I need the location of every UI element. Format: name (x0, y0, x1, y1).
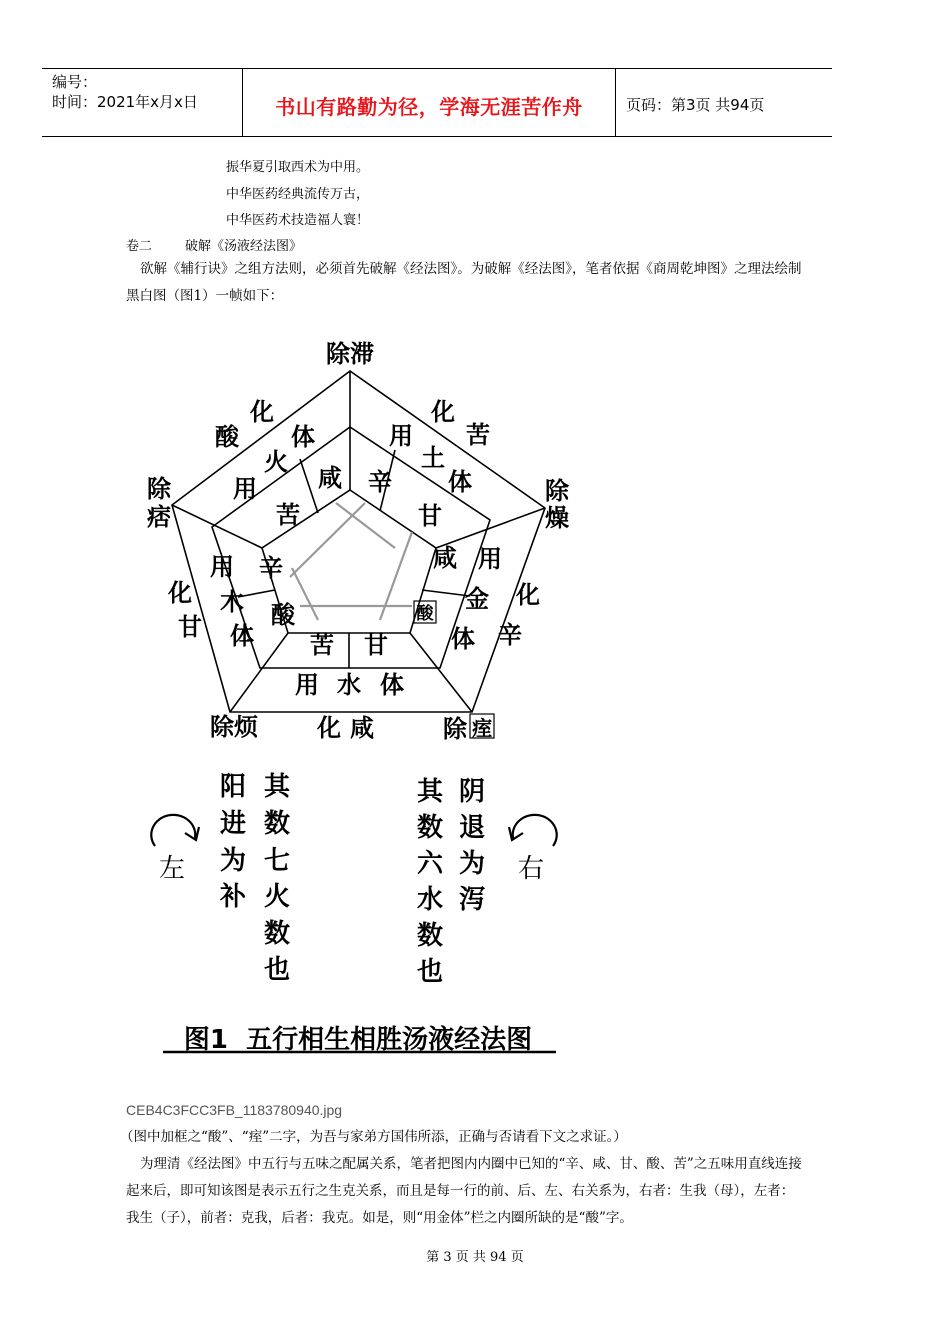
left-col-b-char: 其 (263, 772, 291, 802)
inner-flavor: 苦 (276, 501, 300, 529)
inner-flavor: 咸 (318, 464, 342, 492)
page-info: 页码：第3页 共94页 (626, 96, 765, 114)
water-body: 体 (380, 671, 404, 699)
hua-label: 苦 (466, 421, 490, 449)
left-col-a-char: 补 (219, 882, 247, 912)
figure-caption: 图1 五行相生相胜汤液经法图 (183, 1025, 533, 1055)
image-filename: CEB4C3FCC3FB_1183780940.jpg (126, 1102, 343, 1118)
divider (300, 459, 318, 513)
left-col-b-char: 七 (263, 846, 291, 876)
hua-label: 化 (431, 398, 455, 426)
poem-line: 振华夏引取西术为中用。 (226, 160, 370, 175)
earth-use: 用 (389, 422, 413, 450)
inner-flavor: 辛 (368, 468, 392, 496)
left-col-a-char: 阳 (219, 772, 247, 802)
poem-line: 中华医药经典流传万古， (226, 187, 370, 202)
inner-flavor: 酸 (271, 601, 295, 629)
right-rotate-arrow-icon (509, 815, 557, 846)
flavor-link-line (292, 568, 318, 620)
intro-paragraph: 欲解《辅行诀》之组方法则，必须首先破解《经法图》。为破解《经法图》，笔者依据《商周乾坤图》之理法绘制黑白图（图1）一帧如下： (126, 261, 802, 304)
vertex-label-boxed-char: 痓 (472, 716, 492, 740)
right-arrow-label: 右 (517, 854, 545, 884)
note-paragraph: （图中加框之“酸”、“痓”二字，为吾与家弟方国伟所添，正确与否请看下文之求证。） (120, 1129, 627, 1145)
right-col-b-char: 退 (458, 813, 486, 843)
right-col-a-char: 其 (416, 777, 444, 807)
right-col-a-char: 数 (416, 921, 444, 951)
water-element: 水 (337, 671, 361, 699)
vertex-label-lower-right: 除 (443, 715, 467, 743)
right-col-a-char: 水 (416, 885, 444, 915)
inner-flavor: 咸 (433, 544, 457, 572)
left-rotate-arrow-icon (151, 815, 199, 846)
hua-label: 酸 (215, 423, 239, 451)
inner-flavor-boxed: 酸 (416, 604, 434, 624)
left-col-b-char: 数 (263, 919, 291, 949)
hua-label: 咸 (350, 714, 374, 742)
vertex-label-upper-left: 除 (147, 475, 171, 503)
number-label: 编号： (52, 73, 98, 91)
left-col-a-char: 进 (219, 809, 247, 839)
water-use: 用 (295, 671, 319, 699)
right-col-a-char: 六 (416, 849, 444, 879)
vertex-label-upper-left: 痞 (147, 503, 171, 531)
inner-flavor: 甘 (364, 631, 388, 659)
right-col-b-char: 为 (458, 849, 486, 879)
left-col-b-char: 火 (263, 882, 291, 912)
vertex-label-lower-left: 除烦 (210, 713, 258, 741)
section-title: 卷二 破解《汤液经法图》 (126, 239, 303, 254)
earth-element: 土 (421, 444, 445, 472)
page-footer: 第 3 页 共 94 页 (426, 1250, 524, 1265)
left-col-b-char: 也 (263, 955, 291, 985)
right-col-b-char: 泻 (458, 885, 486, 915)
metal-body: 体 (451, 625, 475, 653)
left-col-b-char: 数 (263, 809, 291, 839)
vertex-label-upper-right: 除 (545, 477, 569, 505)
wood-element: 木 (220, 588, 244, 616)
inner-flavor: 辛 (259, 554, 283, 582)
fire-use: 用 (233, 475, 257, 503)
left-arrow-label: 左 (158, 854, 186, 884)
metal-element: 金 (465, 585, 489, 613)
earth-body: 体 (448, 468, 472, 496)
vertex-label-upper-right: 燥 (545, 504, 569, 532)
hua-label: 化 (250, 398, 274, 426)
time-label: 时间：2021年x月x日 (52, 93, 198, 111)
hua-label: 甘 (178, 613, 202, 641)
flavor-link-line (290, 503, 365, 577)
hua-label: 化 (168, 579, 192, 607)
wood-use: 用 (210, 553, 234, 581)
hua-label: 化 (516, 581, 540, 609)
header-motto: 书山有路勤为径，学海无涯苦作舟 (275, 95, 583, 119)
hua-label: 化 (317, 714, 341, 742)
inner-flavor: 苦 (310, 631, 334, 659)
body-paragraph: 为理清《经法图》中五行与五味之配属关系，笔者把图内内圈中已知的“辛、咸、甘、酸、苦”之五味用直线连接起来后，即可知该图是表示五行之生克关系，而且是每一行的前、后、左、右关系为，右者：生我（母），左者：我生（子），前者：克我，后者：我克。如是，则“用金体”栏之内圈所缺的是“酸”字。 (126, 1156, 802, 1226)
left-col-a-char: 为 (219, 846, 247, 876)
right-col-a-char: 也 (416, 957, 444, 987)
fire-body: 体 (291, 423, 315, 451)
poem-line: 中华医药术技造福人寰！ (226, 213, 370, 228)
wood-body: 体 (230, 622, 254, 650)
flavor-link-line (336, 503, 395, 548)
inner-flavor: 甘 (418, 502, 442, 530)
right-col-b-char: 阴 (458, 777, 486, 807)
spoke (436, 508, 545, 548)
metal-use: 用 (478, 545, 502, 573)
vertex-label-top: 除滞 (326, 340, 374, 368)
fire-element: 火 (264, 448, 288, 476)
right-col-a-char: 数 (416, 813, 444, 843)
divider (422, 590, 470, 596)
hua-label: 辛 (498, 621, 522, 649)
